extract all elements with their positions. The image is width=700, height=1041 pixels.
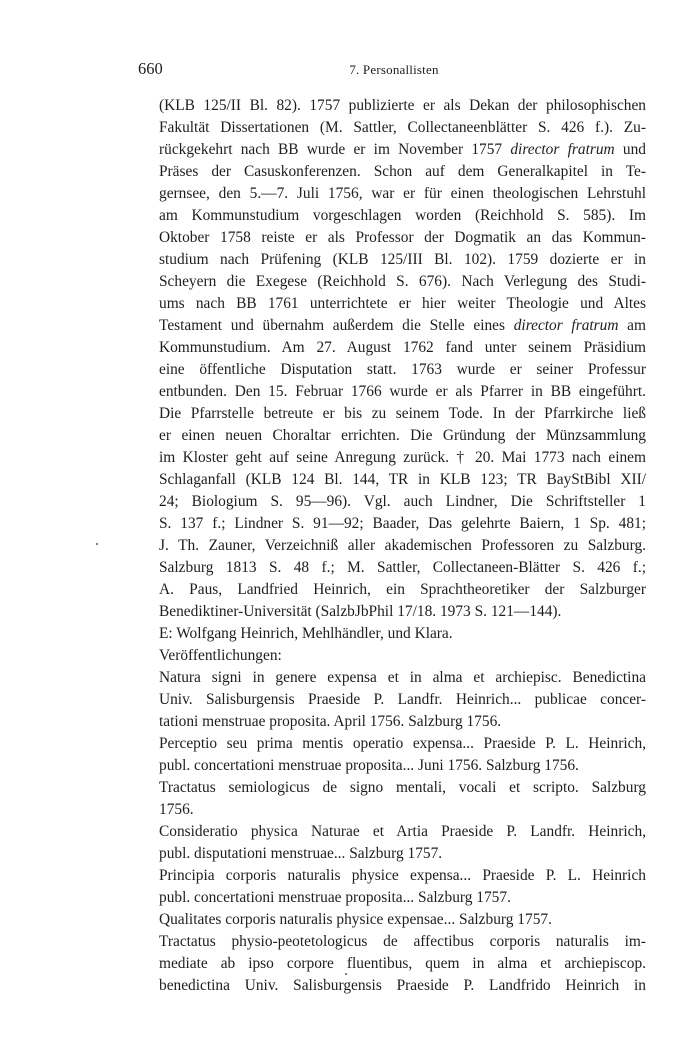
text-line-segment: im Kloster geht auf seine Anregung zurück. † 20. Mai 1773 nach einem	[159, 449, 646, 466]
text-line	[159, 777, 646, 799]
text-line	[159, 359, 646, 381]
footer-dot	[345, 973, 347, 975]
text-line-segment: publ. concertationi menstruae proposita... Juni 1756. Salzburg 1756.	[159, 757, 579, 774]
text-line	[159, 271, 646, 293]
text-line-segment: gernsee, den 5.—7. Juli 1756, war er für einen theologischen Lehrstuhl	[159, 185, 646, 202]
text-line-segment: Kommunstudium. Am 27. August 1762 fand unter seinem Präsidium	[159, 339, 646, 356]
text-line-segment: Veröffentlichungen:	[159, 647, 282, 664]
text-line-segment: studium nach Prüfening (KLB 125/III Bl. 102). 1759 dozierte er in	[159, 251, 646, 268]
running-title: 7. Personallisten	[349, 62, 439, 77]
text-line	[159, 601, 646, 623]
text-line-segment: Benediktiner-Universität (SalzbJbPhil 17/18. 1973 S. 121—144).	[159, 603, 562, 620]
text-line-segment: 1756.	[159, 801, 194, 818]
text-line-segment: Natura signi in genere expensa et in alma et archiepisc. Benedictina	[159, 669, 646, 686]
text-line	[159, 447, 646, 469]
text-line	[159, 161, 646, 183]
text-line	[159, 909, 646, 931]
text-line	[159, 667, 646, 689]
text-line-segment: am Kommunstudium vorgeschlagen worden (Reichhold S. 585). Im	[159, 207, 646, 224]
text-line	[159, 183, 646, 205]
text-line	[159, 953, 646, 975]
body-text	[159, 95, 646, 997]
text-line-segment: entbunden. Den 15. Februar 1766 wurde er als Pfarrer in BB eingeführt.	[159, 383, 646, 400]
text-line	[159, 403, 646, 425]
text-line-segment: Tractatus semiologicus de signo mentali, vocali et scripto. Salzburg	[159, 779, 646, 796]
text-line-segment: am	[627, 317, 646, 334]
text-line	[159, 337, 646, 359]
text-line	[159, 843, 646, 865]
text-line-segment: er einen neuen Choraltar errichten. Die Gründung der Münzsammlung	[159, 427, 646, 444]
text-line	[159, 535, 646, 557]
text-line	[159, 645, 646, 667]
text-line	[159, 931, 646, 953]
text-line-segment: Perceptio seu prima mentis operatio expensa... Praeside P. L. Heinrich,	[159, 735, 646, 752]
text-line	[159, 623, 646, 645]
margin-dot	[96, 543, 98, 545]
text-line	[159, 689, 646, 711]
text-line-segment: Consideratio physica Naturae et Artia Praeside P. Landfr. Heinrich,	[159, 823, 646, 840]
text-line-segment: publ. disputationi menstruae... Salzburg 1757.	[159, 845, 443, 862]
text-line	[159, 975, 646, 997]
text-line	[159, 579, 646, 601]
text-line	[159, 315, 646, 337]
text-line-segment: mediate ab ipso corpore fluentibus, quem in alma et archiepiscop.	[159, 955, 646, 972]
text-line-segment: (KLB 125/II Bl. 82). 1757 publizierte er als Dekan der philosophischen	[159, 97, 646, 114]
text-line-segment: Schlaganfall (KLB 124 Bl. 144, TR in KLB 123; TR BayStBibl XII/	[159, 471, 646, 488]
text-line-segment: E: Wolfgang Heinrich, Mehlhändler, und Klara.	[159, 625, 453, 642]
text-line-segment: Oktober 1758 reiste er als Professor der Dogmatik an das Kommun-	[159, 229, 646, 246]
text-line	[159, 425, 646, 447]
text-line	[159, 381, 646, 403]
text-line-segment: und	[622, 141, 646, 158]
text-line-segment: Qualitates corporis naturalis physice expensae... Salzburg 1757.	[159, 911, 552, 928]
text-line-segment: J. Th. Zauner, Verzeichniß aller akademischen Professoren zu Salzburg.	[159, 537, 646, 554]
text-line-segment: Principia corporis naturalis physice expensa... Praeside P. L. Heinrich	[159, 867, 646, 884]
text-line	[159, 205, 646, 227]
italic-term: director fratrum	[513, 317, 619, 334]
text-line-segment: eine öffentliche Disputation statt. 1763 wurde er seiner Professur	[159, 361, 646, 378]
text-line	[159, 227, 646, 249]
text-line	[159, 755, 646, 777]
text-line-segment: tationi menstruae proposita. April 1756. Salzburg 1756.	[159, 713, 502, 730]
text-line	[159, 469, 646, 491]
text-line	[159, 865, 646, 887]
text-line-segment: Testament und übernahm außerdem die Stelle eines	[159, 317, 506, 334]
text-line-segment: publ. concertationi menstruae proposita... Salzburg 1757.	[159, 889, 511, 906]
text-line-segment: Univ. Salisburgensis Praeside P. Landfr. Heinrich... publicae concer-	[159, 691, 646, 708]
text-line-segment: Salzburg 1813 S. 48 f.; M. Sattler, Collectaneen-Blätter S. 426 f.;	[159, 559, 646, 576]
text-line-segment: Die Pfarrstelle betreute er bis zu seinem Tode. In der Pfarrkirche ließ	[159, 405, 646, 422]
text-line	[159, 513, 646, 535]
text-line	[159, 733, 646, 755]
text-line	[159, 821, 646, 843]
text-line-segment: Präses der Casuskonferenzen. Schon auf dem Generalkapitel in Te-	[159, 163, 646, 180]
text-line	[159, 95, 646, 117]
page-number: 660	[138, 59, 163, 78]
text-line	[159, 557, 646, 579]
text-line-segment: A. Paus, Landfried Heinrich, ein Sprachtheoretiker der Salzburger	[159, 581, 646, 598]
page-header	[138, 59, 650, 81]
text-line-segment: rückgekehrt nach BB wurde er im November 1757	[159, 141, 503, 158]
text-line	[159, 799, 646, 821]
text-line-segment: 24; Biologium S. 95—96). Vgl. auch Lindner, Die Schriftsteller 1	[159, 493, 646, 510]
text-line-segment: benedictina Univ. Salisburgensis Praeside P. Landfrido Heinrich in	[159, 977, 646, 994]
text-line	[159, 293, 646, 315]
italic-term: director fratrum	[510, 141, 615, 158]
text-line	[159, 491, 646, 513]
text-line-segment: ums nach BB 1761 unterrichtete er hier weiter Theologie und Altes	[159, 295, 646, 312]
text-line	[159, 887, 646, 909]
text-line-segment: Scheyern die Exegese (Reichhold S. 676). Nach Verlegung des Studi-	[159, 273, 646, 290]
text-line-segment: S. 137 f.; Lindner S. 91—92; Baader, Das gelehrte Baiern, 1 Sp. 481;	[159, 515, 646, 532]
text-line-segment: Tractatus physio-peotetologicus de affectibus corporis naturalis im-	[159, 933, 646, 950]
text-line-segment: Fakultät Dissertationen (M. Sattler, Collectaneenblätter S. 426 f.). Zu-	[159, 119, 646, 136]
text-line	[159, 139, 646, 161]
text-line	[159, 249, 646, 271]
text-line	[159, 711, 646, 733]
text-line	[159, 117, 646, 139]
